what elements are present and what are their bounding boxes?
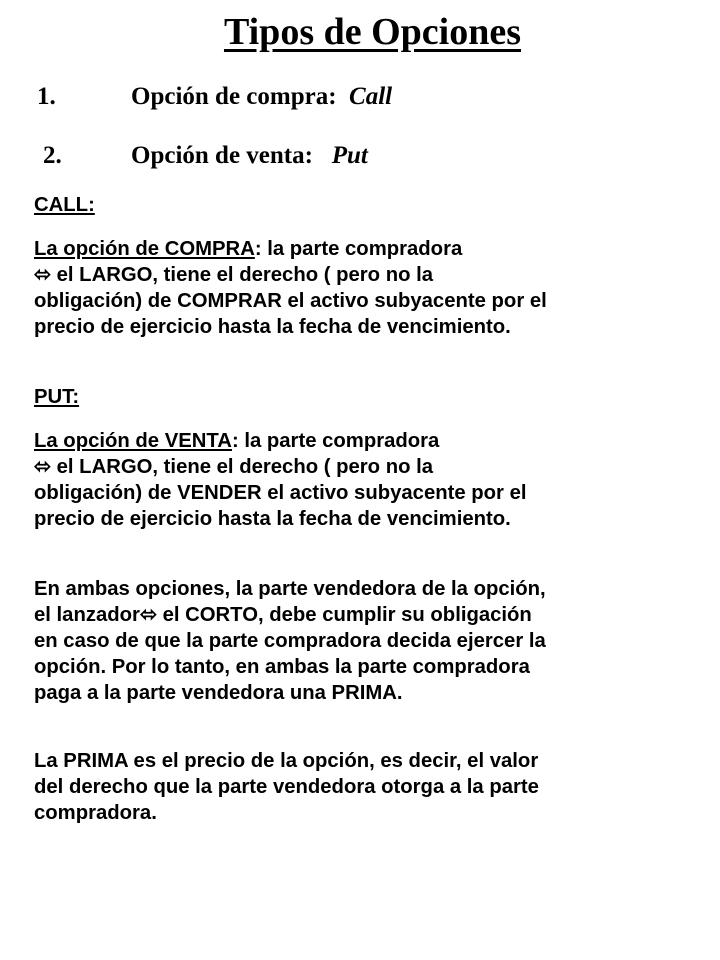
call-heading: CALL: — [34, 194, 95, 216]
option-number: 2. — [43, 142, 62, 169]
option-label: Opción de venta: Put — [131, 142, 368, 169]
put-definition-term: La opción de VENTA — [34, 430, 232, 452]
page-title: Tipos de Opciones — [223, 11, 522, 53]
option-number: 1. — [37, 83, 56, 110]
option-label: Opción de compra: Call — [131, 83, 393, 110]
both-options-paragraph: En ambas opciones, la parte vendedora de la opción, el lanzador⬄ el CORTO, debe cumplir su obligación en caso de que la parte compradora decida ejercer la opción. Por lo tanto, en ambas la parte compradora paga a la parte vendedora una PRIMA. — [34, 578, 546, 704]
call-definition-term: La opción de COMPRA — [34, 238, 255, 260]
put-heading: PUT: — [34, 386, 80, 408]
put-definition: La opción de VENTA: la parte compradora ⬄ el LARGO, tiene el derecho ( pero no la obligación) de VENDER el activo subyacente por el precio de ejercicio hasta la fecha de vencimiento. — [34, 430, 527, 530]
option-term: Call — [349, 83, 393, 110]
call-definition: La opción de COMPRA: la parte compradora ⬄ el LARGO, tiene el derecho ( pero no la obligación) de COMPRAR el activo subyacente por el precio de ejercicio hasta la fecha de vencimiento. — [34, 238, 547, 338]
prima-paragraph: La PRIMA es el precio de la opción, es decir, el valor del derecho que la parte vendedora otorga a la parte compradora. — [34, 750, 539, 824]
option-term: Put — [331, 142, 368, 169]
